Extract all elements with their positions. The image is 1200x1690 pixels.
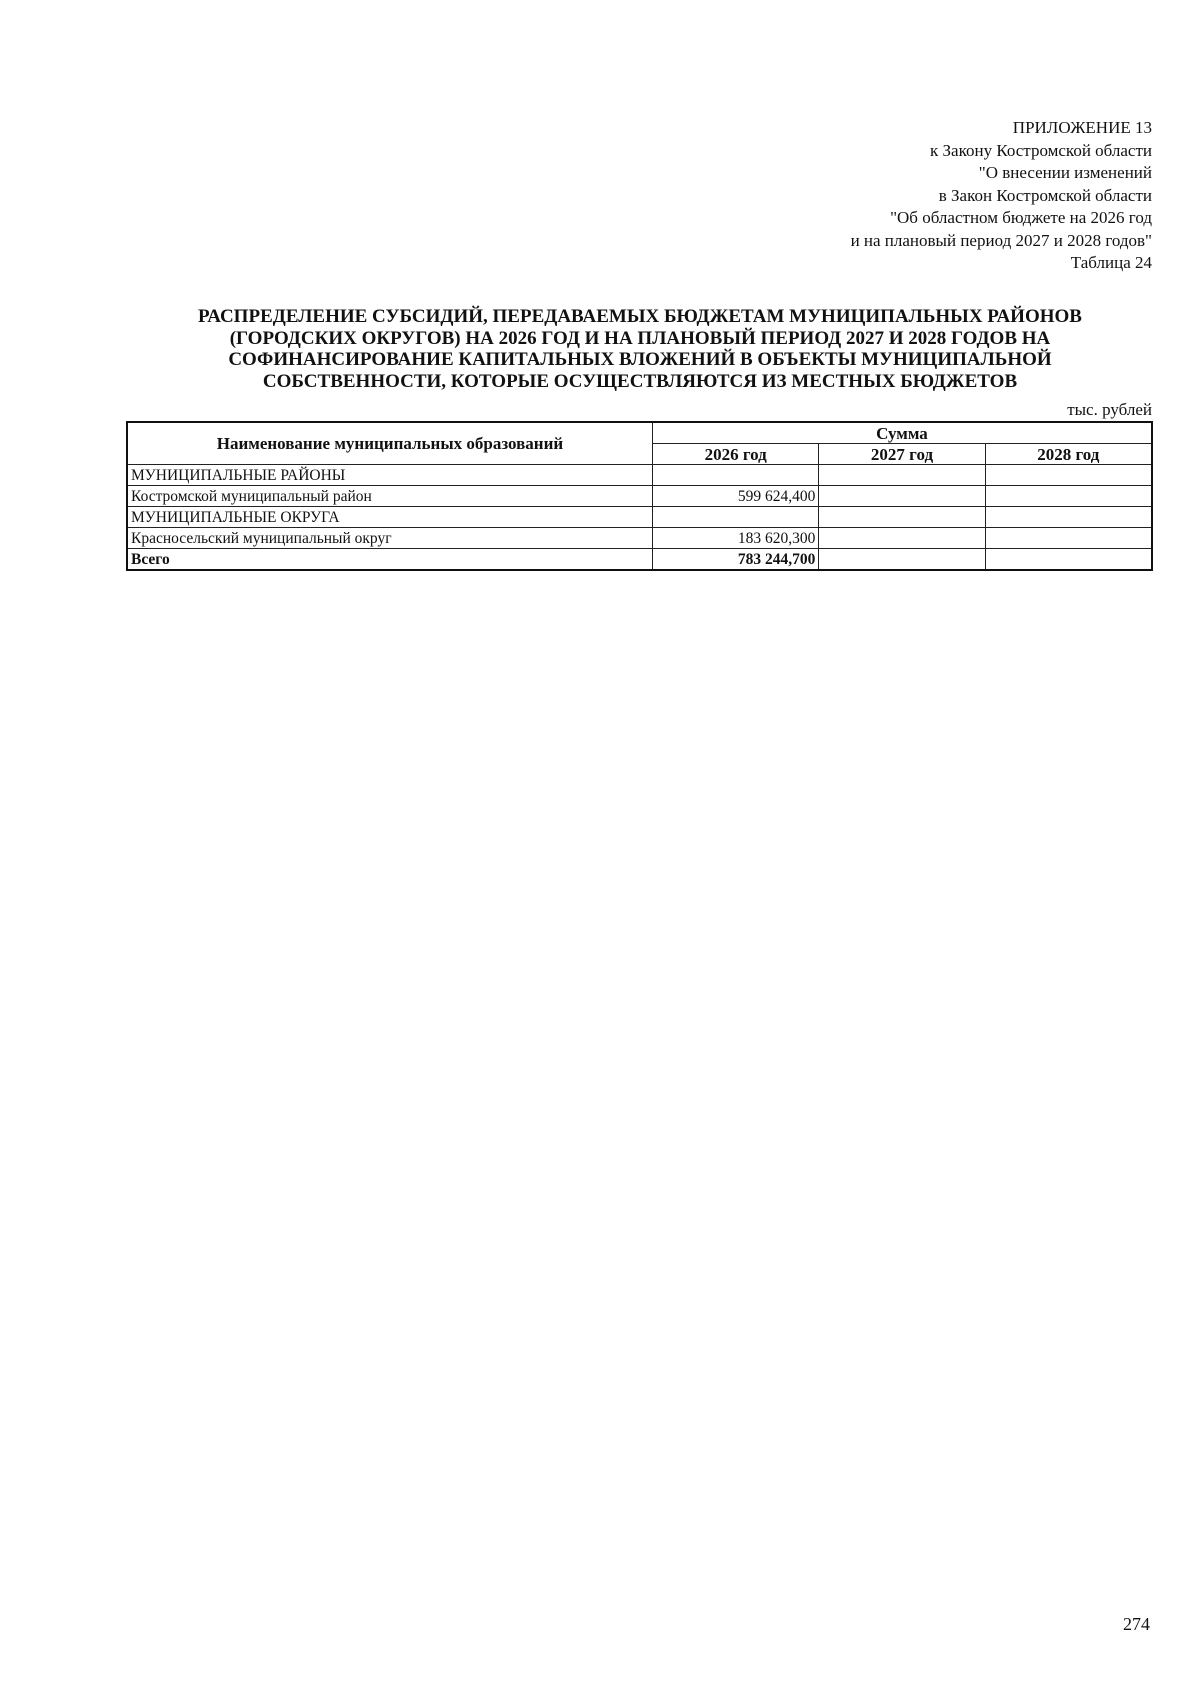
sum-column-header: Сумма <box>652 422 1152 444</box>
appendix-number: ПРИЛОЖЕНИЕ 13 <box>1012 118 1152 137</box>
row-value-2026 <box>652 465 818 486</box>
appendix-law-line-4: "Об областном бюджете на 2026 год <box>890 208 1152 227</box>
year-2028-header: 2028 год <box>985 444 1152 465</box>
total-value-2028 <box>985 549 1152 571</box>
row-value-2028 <box>985 486 1152 507</box>
total-label: Всего <box>127 549 652 571</box>
table-row <box>127 507 1152 528</box>
total-value-2027 <box>819 549 985 571</box>
year-2027-header: 2027 год <box>819 444 985 465</box>
row-value-2028 <box>985 507 1152 528</box>
row-value-2027 <box>819 465 985 486</box>
row-value-2027 <box>819 528 985 549</box>
row-name: Красносельский муниципальный округ <box>127 528 652 549</box>
subsidy-table <box>126 421 1153 571</box>
table-row <box>127 465 1152 486</box>
name-column-header: Наименование муниципальных образований <box>127 422 652 465</box>
table-total-row <box>127 549 1152 571</box>
table-row <box>127 528 1152 549</box>
row-value-2027 <box>819 507 985 528</box>
title-line-2: (ГОРОДСКИХ ОКРУГОВ) НА 2026 ГОД И НА ПЛАНОВЫЙ ПЕРИОД 2027 И 2028 ГОДОВ НА <box>229 327 1051 349</box>
appendix-header <box>632 117 1152 275</box>
title-line-4: СОБСТВЕННОСТИ, КОТОРЫЕ ОСУЩЕСТВЛЯЮТСЯ ИЗ МЕСТНЫХ БЮДЖЕТОВ <box>262 370 1018 392</box>
row-name: Костромской муниципальный район <box>127 486 652 507</box>
row-value-2026: 599 624,400 <box>652 486 818 507</box>
row-value-2028 <box>985 528 1152 549</box>
row-value-2026 <box>652 507 818 528</box>
year-2026-header: 2026 год <box>652 444 818 465</box>
row-value-2028 <box>985 465 1152 486</box>
page-number: 274 <box>1123 1614 1150 1634</box>
appendix-law-line-3: в Закон Костромской области <box>938 185 1152 205</box>
appendix-law-line-1: к Закону Костромской области <box>930 140 1152 160</box>
appendix-law-line-5: и на плановый период 2027 и 2028 годов" <box>850 230 1152 250</box>
row-name: МУНИЦИПАЛЬНЫЕ ОКРУГА <box>127 507 652 528</box>
table-number: Таблица 24 <box>1070 253 1152 272</box>
row-value-2027 <box>819 486 985 507</box>
row-value-2026: 183 620,300 <box>652 528 818 549</box>
row-name: МУНИЦИПАЛЬНЫЕ РАЙОНЫ <box>127 465 652 486</box>
table-header-row <box>127 422 1152 444</box>
table-row <box>127 486 1152 507</box>
title-line-3: СОФИНАНСИРОВАНИЕ КАПИТАЛЬНЫХ ВЛОЖЕНИЙ В ОБЪЕКТЫ МУНИЦИПАЛЬНОЙ <box>228 349 1052 370</box>
units-label: тыс. рублей <box>1067 400 1152 419</box>
appendix-law-line-2: "О внесении изменений <box>978 163 1152 182</box>
document-title <box>150 306 1130 392</box>
total-value-2026: 783 244,700 <box>652 549 818 571</box>
title-line-1: РАСПРЕДЕЛЕНИЕ СУБСИДИЙ, ПЕРЕДАВАЕМЫХ БЮДЖЕТАМ МУНИЦИПАЛЬНЫХ РАЙОНОВ <box>198 306 1082 327</box>
